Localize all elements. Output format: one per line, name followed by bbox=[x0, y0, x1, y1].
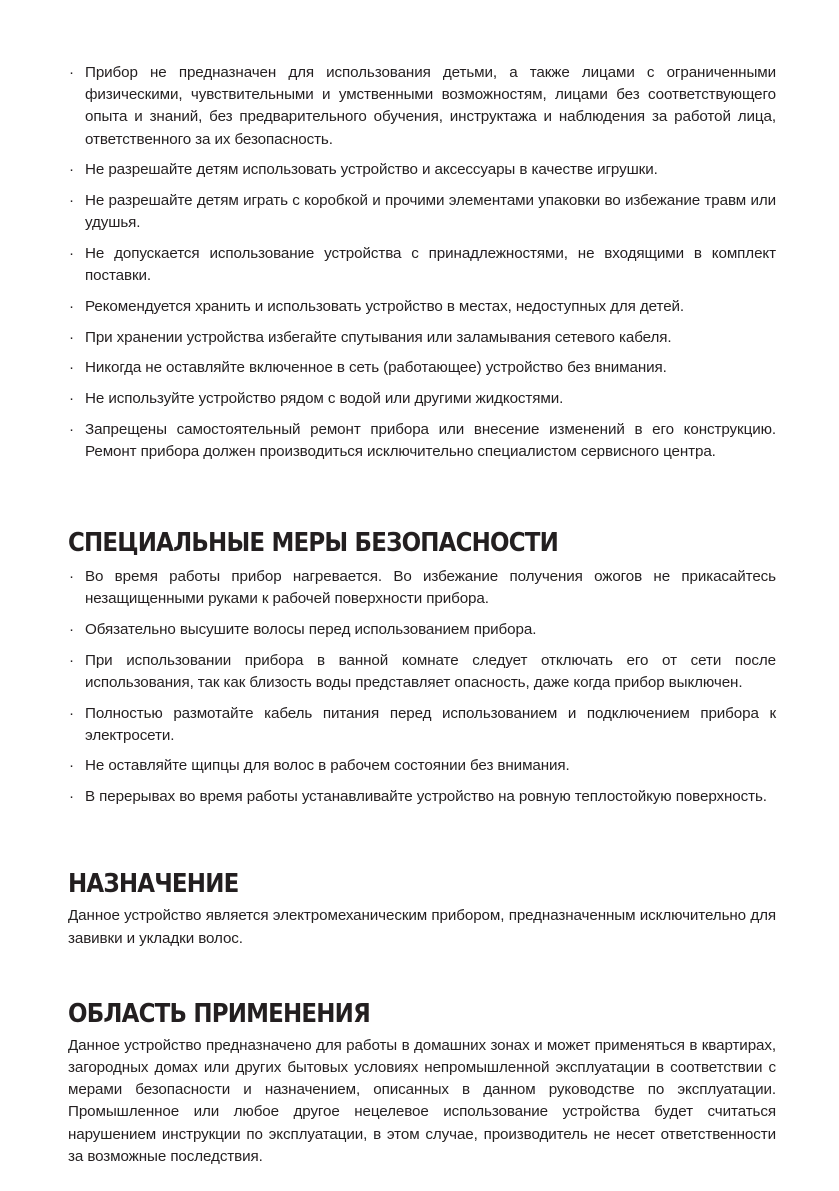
bullet-icon: · bbox=[69, 568, 74, 586]
heading-purpose: НАЗНАЧЕНИЕ bbox=[68, 869, 239, 900]
list-item bbox=[68, 159, 776, 181]
list-item-text: Не допускается использование устройства с принадлежностями, не входящими в комплект поставки. bbox=[85, 244, 776, 285]
bullet-icon: · bbox=[69, 389, 74, 407]
spacer bbox=[68, 1028, 776, 1035]
list-item bbox=[68, 650, 776, 694]
bullet-icon: · bbox=[69, 757, 74, 775]
list-item-text: Прибор не предназначен для использования детьми, а также лицами с ограниченными физическими, чувствительными и умственными возможностям, лицами без соответствующего опыта и знаний, без предварительного обучения, инструктажа и наблюдения за работой лица, ответственного за их безопасность. bbox=[85, 64, 776, 148]
list-item bbox=[68, 388, 776, 410]
bullet-icon: · bbox=[69, 651, 74, 669]
spacer bbox=[68, 950, 776, 1000]
bullet-icon: · bbox=[69, 328, 74, 346]
list-item bbox=[68, 619, 776, 641]
list-item-text: Полностью размотайте кабель питания перед использованием и подключением прибора к электросети. bbox=[85, 704, 776, 744]
list-item-text: При использовании прибора в ванной комнате следует отключать его от сети после использования, так как близость воды представляет опасность, даже когда прибор выключен. bbox=[85, 651, 776, 691]
list-item-text: Не оставляйте щипцы для волос в рабочем состоянии без внимания. bbox=[85, 757, 570, 775]
list-item-text: Во время работы прибор нагревается. Во избежание получения ожогов не прикасайтесь незащищенными руками к рабочей поверхности прибора. bbox=[85, 568, 776, 608]
bullet-icon: · bbox=[69, 704, 74, 722]
bullet-icon: · bbox=[69, 788, 74, 806]
list-item bbox=[68, 419, 776, 463]
bullet-icon: · bbox=[69, 297, 74, 315]
list-item bbox=[68, 566, 776, 610]
bullet-icon: · bbox=[69, 64, 74, 81]
list-item bbox=[68, 190, 776, 234]
list-item bbox=[68, 357, 776, 379]
bullet-icon: · bbox=[69, 359, 74, 377]
spacer bbox=[68, 898, 776, 905]
bullet-icon: · bbox=[69, 161, 74, 179]
spacer bbox=[68, 557, 776, 566]
bullet-icon: · bbox=[69, 192, 74, 210]
bullet-icon: · bbox=[69, 620, 74, 638]
list-item-text: В перерывах во время работы устанавливайте устройство на ровную теплостойкую поверхность. bbox=[85, 788, 767, 806]
list-item bbox=[68, 327, 776, 349]
list-item bbox=[68, 703, 776, 747]
list-item bbox=[68, 296, 776, 318]
list-item bbox=[68, 62, 776, 151]
list-item bbox=[68, 755, 776, 777]
list-item bbox=[68, 243, 776, 287]
list-item-text: При хранении устройства избегайте спутывания или заламывания сетевого кабеля. bbox=[85, 328, 672, 346]
list-item-text: Запрещены самостоятельный ремонт прибора или внесение изменений в его конструкцию. Ремонт прибора должен производиться исключительно специалистом сервисного центра. bbox=[85, 420, 776, 460]
scope-paragraph: Данное устройство предназначено для работы в домашних зонах и может применяться в квартирах, загородных домах или других бытовых условиях непромышленной эксплуатации в соответствии с мерами безопасности и назначением, описанных в данном руководстве по эксплуатации. Промышленное или любое другое нецелевое использование устройства будет считаться нарушением инструкции по эксплуатации, в этом случае, производитель не несет ответственности за возможные последствия. bbox=[68, 1036, 776, 1165]
list-item bbox=[68, 786, 776, 808]
list-item-text: Обязательно высушите волосы перед использованием прибора. bbox=[85, 620, 537, 638]
general-safety-list bbox=[68, 62, 776, 463]
special-safety-list bbox=[68, 566, 776, 808]
list-item-text: Не разрешайте детям использовать устройство и аксессуары в качестве игрушки. bbox=[85, 161, 658, 179]
list-item-text: Никогда не оставляйте включенное в сеть (работающее) устройство без внимания. bbox=[85, 359, 667, 377]
list-item-text: Не разрешайте детям играть с коробкой и прочими элементами упаковки во избежание травм или удушья. bbox=[85, 192, 776, 232]
heading-scope: ОБЛАСТЬ ПРИМЕНЕНИЯ bbox=[68, 998, 370, 1029]
list-item-text: Рекомендуется хранить и использовать устройство в местах, недоступных для детей. bbox=[85, 297, 685, 315]
page-content bbox=[68, 62, 776, 1168]
heading-special-safety: СПЕЦИАЛЬНЫЕ МЕРЫ БЕЗОПАСНОСТИ bbox=[68, 528, 559, 559]
purpose-paragraph: Данное устройство является электромеханическим прибором, предназначенным исключительно для завивки и укладки волос. bbox=[68, 907, 776, 947]
spacer bbox=[68, 808, 776, 870]
list-item-text: Не используйте устройство рядом с водой или другими жидкостями. bbox=[85, 389, 564, 407]
spacer bbox=[68, 463, 776, 529]
bullet-icon: · bbox=[69, 244, 74, 262]
bullet-icon: · bbox=[69, 420, 74, 438]
